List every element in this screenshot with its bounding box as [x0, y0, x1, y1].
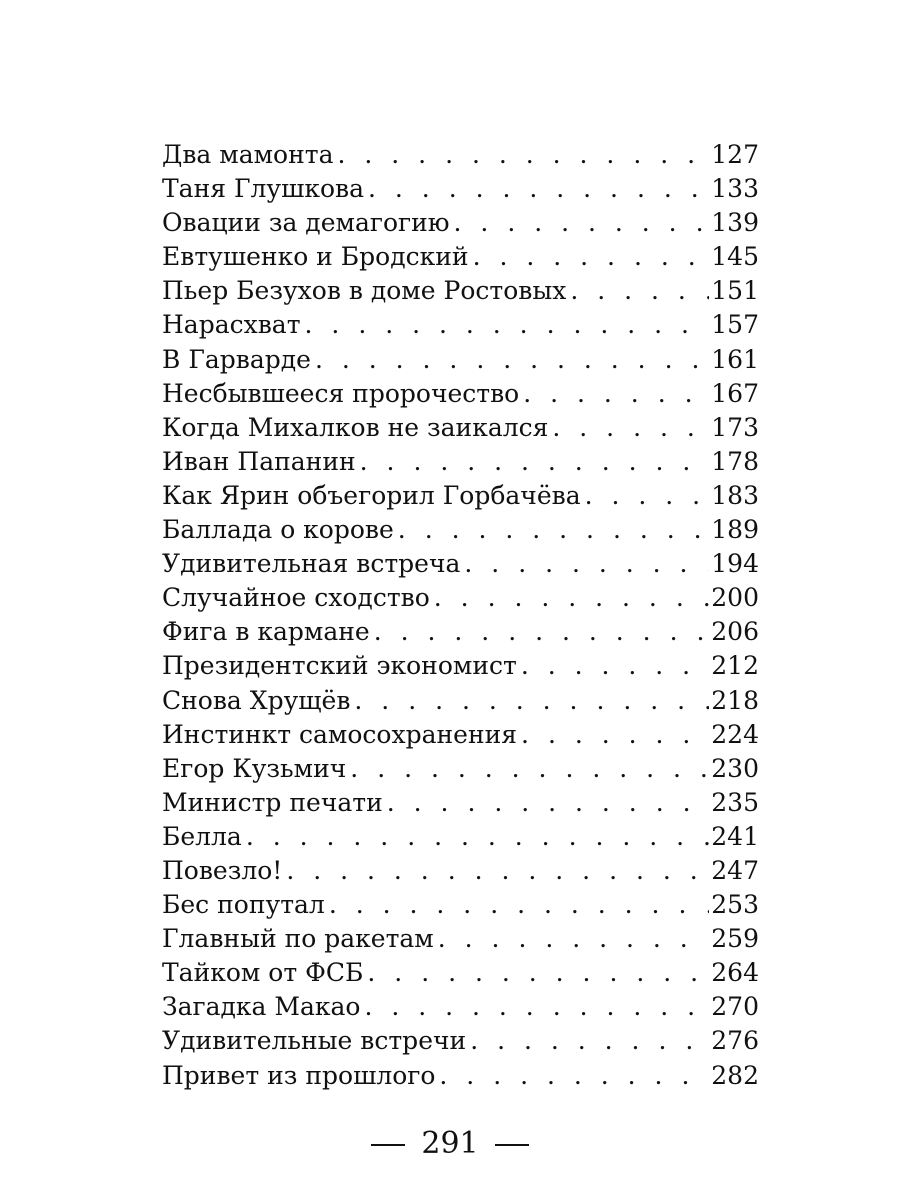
toc-dot-leader	[301, 308, 710, 342]
toc-dot-leader	[370, 615, 710, 649]
toc-entry	[162, 377, 759, 411]
toc-entry	[162, 513, 759, 547]
table-of-contents	[162, 138, 759, 1093]
toc-entry	[162, 172, 759, 206]
toc-entry-title: Таня Глушкова	[162, 174, 365, 204]
toc-entry	[162, 922, 759, 956]
toc-dot-leader	[466, 1024, 709, 1058]
toc-dot-leader	[469, 240, 710, 274]
toc-entry	[162, 343, 759, 377]
toc-entry-page: 224	[711, 719, 759, 749]
toc-dot-leader	[517, 718, 709, 752]
toc-entry-title: Иван Папанин	[162, 446, 356, 476]
toc-entry-page: 133	[711, 174, 759, 204]
toc-dot-leader	[450, 206, 710, 240]
toc-dot-leader	[325, 888, 709, 922]
toc-entry	[162, 581, 759, 615]
toc-entry-page: 264	[711, 958, 759, 988]
toc-dot-leader	[311, 343, 709, 377]
toc-dot-leader	[581, 479, 710, 513]
toc-entry	[162, 820, 759, 854]
toc-dot-leader	[350, 684, 709, 718]
toc-entry-page: 259	[711, 924, 759, 954]
toc-dot-leader	[517, 649, 709, 683]
toc-entry	[162, 649, 759, 683]
toc-entry-page: 230	[711, 753, 759, 783]
toc-entry	[162, 240, 759, 274]
toc-entry-title: Овации за демагогию	[162, 208, 450, 238]
toc-entry-title: Тайком от ФСБ	[162, 958, 364, 988]
toc-entry-page: 253	[711, 890, 759, 920]
page-footer	[0, 1122, 900, 1166]
toc-entry	[162, 308, 759, 342]
toc-dot-leader	[282, 854, 709, 888]
toc-dot-leader	[430, 581, 710, 615]
toc-entry-title: Евтушенко и Бродский	[162, 242, 469, 272]
toc-entry-title: Удивительные встречи	[162, 1026, 467, 1056]
toc-entry	[162, 752, 759, 786]
toc-entry-page: 200	[711, 583, 759, 613]
toc-entry-page: 183	[711, 480, 759, 510]
toc-entry	[162, 1024, 759, 1058]
toc-entry-page: 173	[711, 412, 759, 442]
toc-dot-leader	[548, 411, 709, 445]
toc-entry-title: Как Ярин объегорил Горбачёва	[162, 480, 581, 510]
toc-entry-page: 194	[711, 549, 759, 579]
toc-dot-leader	[434, 922, 710, 956]
toc-entry-title: Повезло!	[162, 855, 283, 885]
toc-entry	[162, 547, 759, 581]
toc-entry-title: Загадка Макао	[162, 992, 361, 1022]
toc-entry-title: Несбывшееся пророчество	[162, 378, 520, 408]
toc-entry	[162, 479, 759, 513]
toc-entry-page: 127	[711, 140, 759, 169]
toc-entry	[162, 888, 759, 922]
toc-entry-page: 151	[711, 276, 759, 306]
toc-entry	[162, 411, 759, 445]
toc-entry-title: Белла	[162, 821, 242, 851]
toc-dot-leader	[360, 990, 709, 1024]
toc-dot-leader	[435, 1059, 709, 1093]
toc-entry-title: Удивительная встреча	[162, 549, 461, 579]
toc-dot-leader	[363, 956, 709, 990]
toc-entry-page: 157	[711, 310, 759, 340]
toc-entry-title: В Гарварде	[162, 344, 311, 374]
toc-dot-leader	[566, 274, 709, 308]
toc-entry-page: 145	[711, 242, 759, 272]
toc-entry-title: Нарасхват	[162, 310, 301, 340]
toc-entry-page: 212	[711, 651, 759, 681]
toc-entry	[162, 718, 759, 752]
toc-entry	[162, 684, 759, 718]
toc-entry	[162, 615, 759, 649]
toc-entry-title: Егор Кузьмич	[162, 753, 347, 783]
toc-dot-leader	[334, 138, 710, 172]
toc-entry-title: Фига в кармане	[162, 617, 370, 647]
toc-dot-leader	[383, 786, 710, 820]
toc-entry	[162, 990, 759, 1024]
toc-entry-page: 235	[711, 787, 759, 817]
toc-dot-leader	[346, 752, 709, 786]
toc-entry	[162, 274, 759, 308]
toc-entry	[162, 138, 759, 172]
toc-dot-leader	[460, 547, 709, 581]
footer-dash-right	[495, 1144, 529, 1146]
toc-entry-page: 247	[711, 855, 759, 885]
toc-dot-leader	[394, 513, 709, 547]
toc-entry	[162, 206, 759, 240]
toc-entry-page: 161	[711, 344, 759, 374]
toc-entry-page: 206	[711, 617, 759, 647]
toc-entry-title: Пьер Безухов в доме Ростовых	[162, 276, 567, 306]
footer-dash-left	[371, 1144, 405, 1146]
toc-entry-page: 282	[711, 1060, 759, 1090]
toc-entry-page: 241	[711, 821, 759, 851]
toc-entry	[162, 786, 759, 820]
toc-entry-page: 167	[711, 378, 759, 408]
toc-entry-title: Два мамонта	[162, 140, 334, 169]
toc-entry	[162, 445, 759, 479]
toc-entry-page: 276	[711, 1026, 759, 1056]
toc-entry	[162, 1059, 759, 1093]
toc-entry-page: 218	[711, 685, 759, 715]
toc-dot-leader	[364, 172, 709, 206]
toc-entry-title: Главный по ракетам	[162, 924, 434, 954]
toc-entry-page: 139	[711, 208, 759, 238]
toc-entry-title: Случайное сходство	[162, 583, 430, 613]
page-number: 291	[421, 1126, 479, 1161]
toc-entry	[162, 854, 759, 888]
toc-entry-title: Баллада о корове	[162, 515, 394, 545]
toc-dot-leader	[356, 445, 710, 479]
toc-entry	[162, 956, 759, 990]
toc-entry-page: 270	[711, 992, 759, 1022]
toc-entry-title: Министр печати	[162, 787, 383, 817]
toc-entry-title: Президентский экономист	[162, 651, 517, 681]
toc-entry-title: Когда Михалков не заикался	[162, 412, 549, 442]
toc-entry-page: 178	[711, 446, 759, 476]
toc-entry-title: Привет из прошлого	[162, 1060, 436, 1090]
toc-entry-page: 189	[711, 515, 759, 545]
toc-entry-title: Инстинкт самосохранения	[162, 719, 518, 749]
toc-entry-title: Бес попутал	[162, 890, 325, 920]
toc-dot-leader	[519, 377, 709, 411]
toc-entry-title: Снова Хрущёв	[162, 685, 351, 715]
toc-dot-leader	[242, 820, 709, 854]
